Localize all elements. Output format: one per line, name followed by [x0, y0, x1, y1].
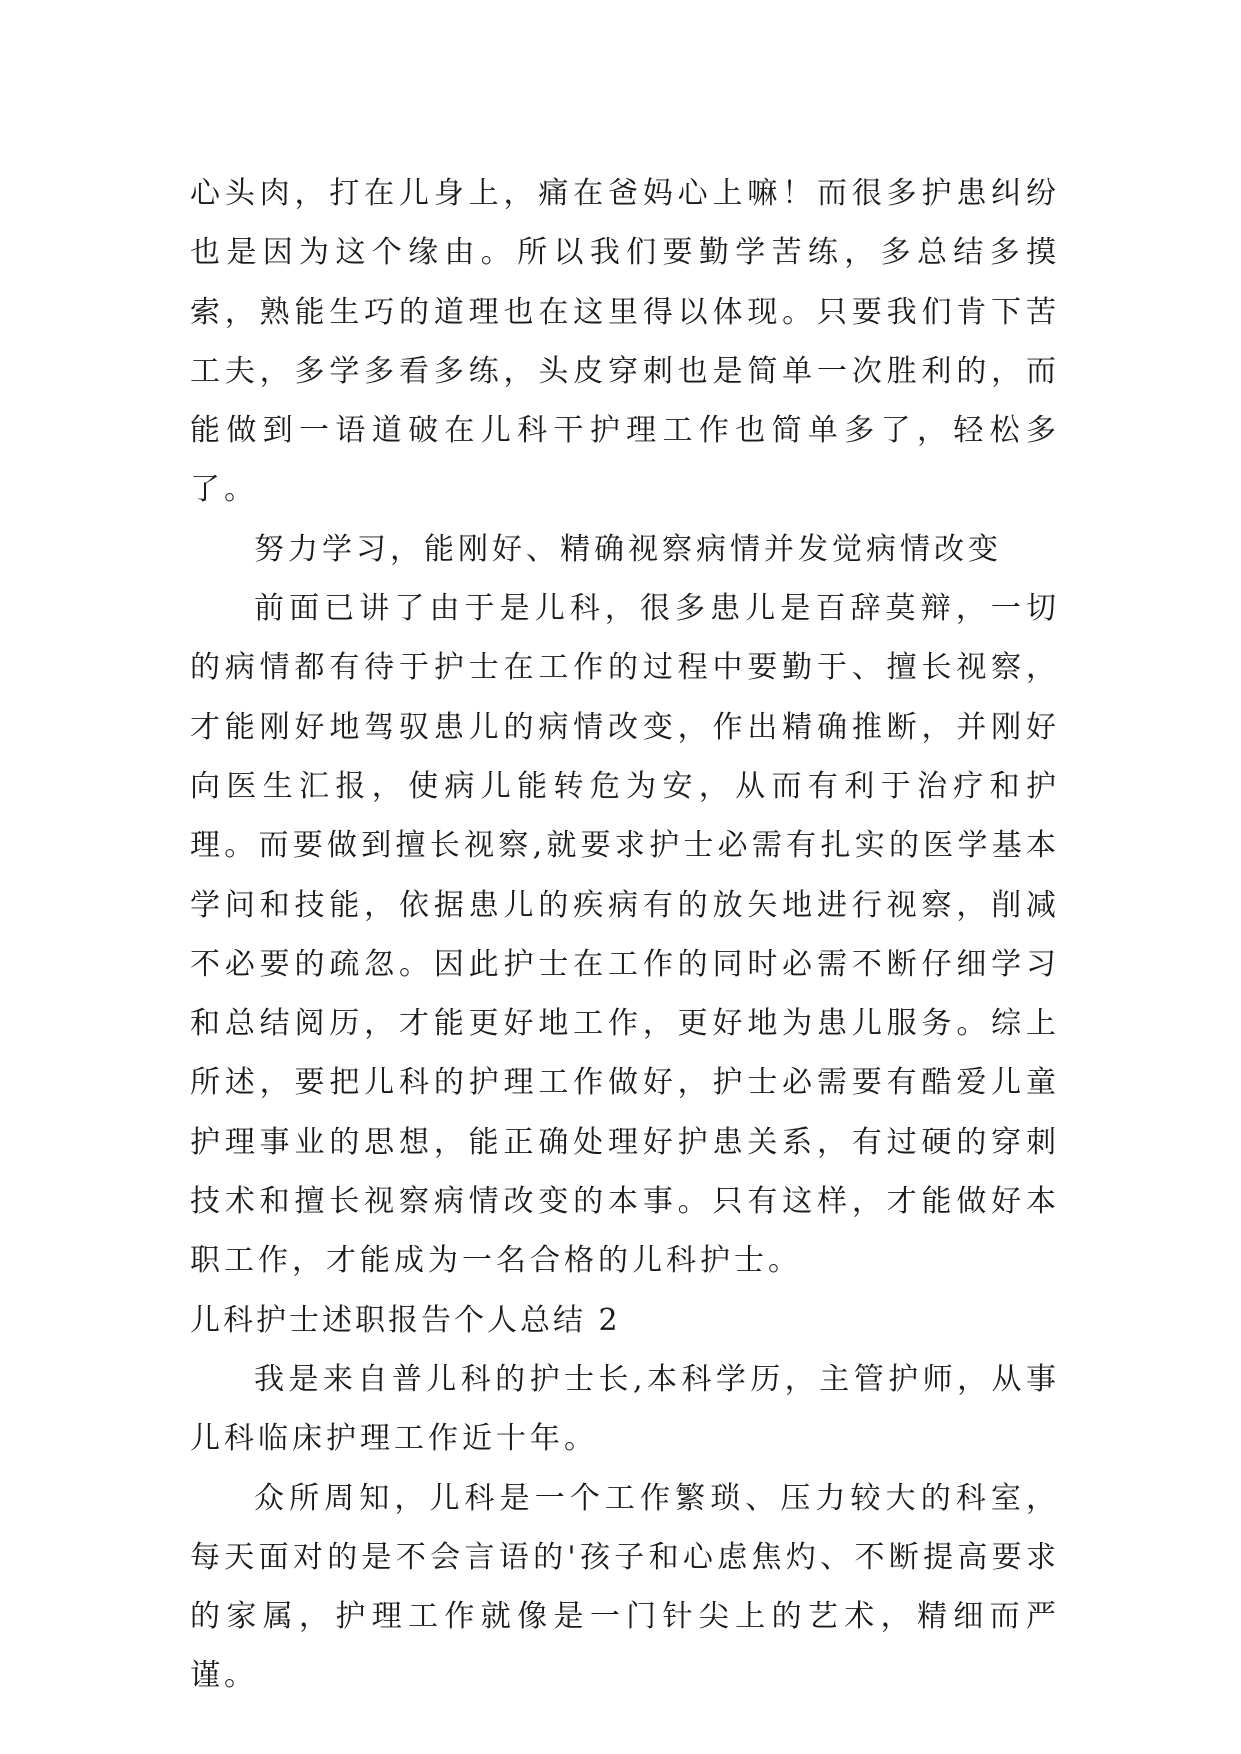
body-paragraph: 前面已讲了由于是儿科，很多患儿是百辞莫辩，一切的病情都有待于护士在工作的过程中要勤于、擅长视察，才能刚好地驾驭患儿的病情改变，作出精确推断，并刚好向医生汇报，使病儿能转危为安，从而有利于治疗和护理。而要做到擅长视察,就要求护士必需有扎实的医学基本学问和技能，依据患儿的疾病有的放矢地进行视察，削减不必要的疏忽。因此护士在工作的同时必需不断仔细学习和总结阅历，才能更好地工作，更好地为患儿服务。综上所述，要把儿科的护理工作做好，护士必需要有酷爱儿童护理事业的思想，能正确处理好护患关系，有过硬的穿刺技术和擅长视察病情改变的本事。只有这样，才能做好本职工作，才能成为一名合格的儿科护士。: [190, 591, 1060, 1279]
section-heading: 儿科护士述职报告个人总结 2: [190, 1302, 621, 1338]
body-paragraph: 我是来自普儿科的护士长,本科学历，主管护师，从事儿科临床护理工作近十年。: [190, 1361, 1060, 1457]
body-paragraph: 心头肉，打在儿身上，痛在爸妈心上嘛！而很多护患纠纷也是因为这个缘由。所以我们要勤学苦练，多总结多摸索，熟能生巧的道理也在这里得以体现。只要我们肯下苦工夫，多学多看多练，头皮穿刺也是简单一次胜利的，而能做到一语道破在儿科干护理工作也简单多了，轻松多了。: [190, 176, 1060, 508]
document-page: [190, 164, 1060, 1706]
body-paragraph: 努力学习，能刚好、精确视察病情并发觉病情改变: [254, 531, 1002, 567]
body-paragraph: 众所周知，儿科是一个工作繁琐、压力较大的科室，每天面对的是不会言语的'孩子和心虑焦灼、不断提高要求的家属，护理工作就像是一门针尖上的艺术，精细而严谨。: [190, 1480, 1060, 1694]
